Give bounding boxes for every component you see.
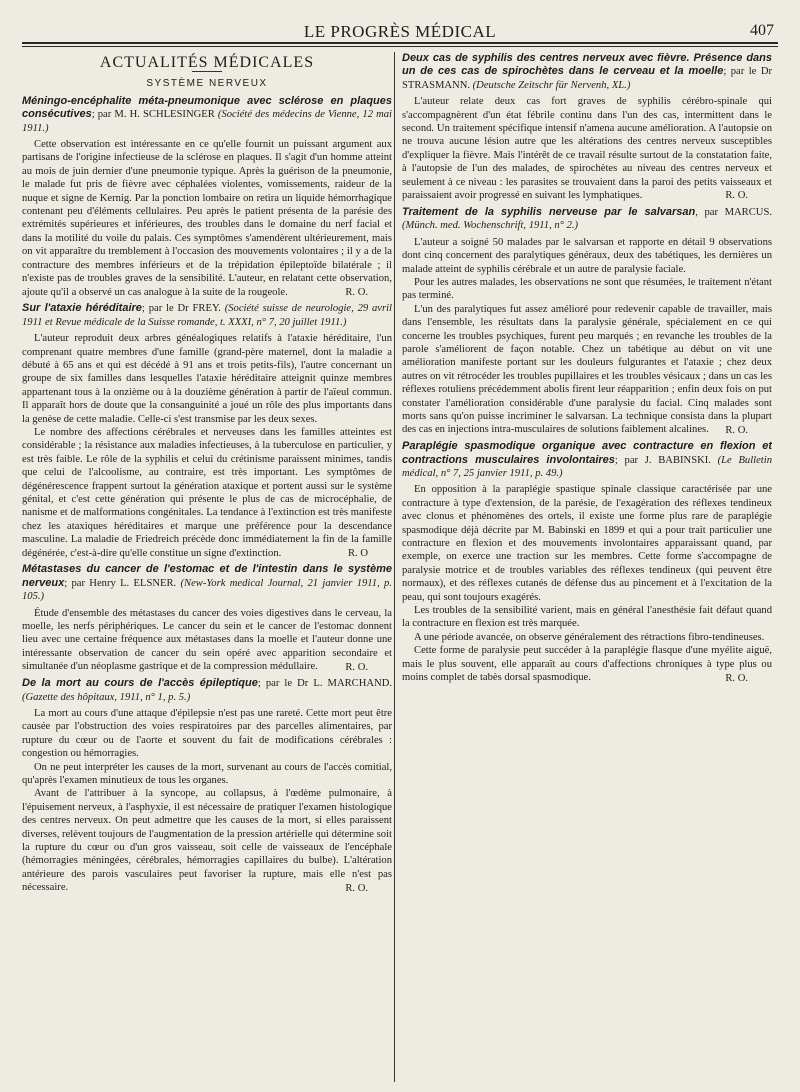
article-paragraph: En opposition à la paraplégie spastique spinale classique caractérisée par une contracture à type d'extension, de la parésie, de l'exagération des réflexes tendineux avec clonus et phénomènes des ortels, il existe une forme plus rare de paraplégie spasmodique déjà décrite par M. Babinski en 1899 et qui a pour trait particulier une contracture en flexion et des mouvements involontaires apparaissant quand, par exemple, on exerce une traction sur les membres. Cette forme s'accompagne de paralysie motrice et de troubles variables des réflexes tendineux (qui peuvent être normaux), et des réflexes cutanés de défense dus au pincement et à l'excitation de la peau, qui sont toujours exagérés. (402, 484, 772, 603)
column-separator (394, 52, 395, 1082)
article-paragraph: A une période avancée, on observe généralement des rétractions fibro-tendineuses. (414, 631, 765, 643)
article-title: Métastases du cancer de l'estomac et de l'intestin dans le système nerveux (22, 563, 392, 589)
article-reference: (Münch. med. Wochenschrift, 1911, n° 2.) (402, 220, 579, 232)
article-signature: R. O (347, 548, 368, 560)
article-paragraph: Avant de l'attribuer à la syncope, au collapsus, à l'œdème pulmonaire, à l'épuisement nerveux, à l'asphyxie, il est nécessaire de pratiquer l'examen histologique des centres nerveux. On peut admettre que les causes de la mort, si elles paraissent diverses, relèvent toujours de l'augmentation de la pression artérielle qui détermine soit la rupture du cœur ou d'un gros vaisseau, soit celle de vaisseaux de l'encéphale (hémorragies méningées, cérébrales, hémorragies capillaires du bulbe). L'altération antérieure des parois vasculaires peut favoriser la rupture, mais elle n'est pas nécessaire. (22, 788, 392, 894)
article-title: De la mort au cours de l'accès épileptique (22, 677, 258, 690)
article-title: Traitement de la syphilis nerveuse par le salvarsan (402, 205, 696, 218)
article-title: Deux cas de syphilis des centres nerveux avec fièvre. Présence dans un de ces cas de spirochètes dans le cerveau et la moelle (402, 52, 772, 78)
article-heading (22, 677, 392, 704)
article-heading (402, 206, 772, 233)
article-reference: (Société suisse de neurologie, 29 avril 1911 et Revue médicale de la Suisse romande, t. XXXI, n° 7, 20 juillet 1911.) (22, 303, 392, 328)
article-signature: R. O. (345, 661, 368, 673)
article-heading (402, 440, 772, 480)
article-author: ; par J. BABINSKI. (614, 454, 711, 466)
article-heading (22, 563, 392, 603)
article-author: ; par le Dr L. MARCHAND. (257, 678, 392, 690)
article-paragraph: Cette observation est intéressante en ce qu'elle fournit un puissant argument aux partisans de l'origine infectieuse de la sclérose en plaques. Il s'agit d'un homme atteint au mois de juin dernier d'une pneumonie typique. Après la guérison de la pneumonie, le malade fut pris de fièvre avec céphalées violentes, vomissements, raideur de la nuque et signe de Kernig. Par la ponction lombaire on retira un liquide hémorrhagique contenant peu d'éléments cellulaires. Peu après le patient présenta de la parésie des extrémités supérieures et inférieures, des troubles dans le domaine du nerf facial et dans la motilité du voile du palais. Ces symptômes s'amendèrent ultérieurement, mais on vit apparaître du tremblement à l'occasion des mouvements volontaires ; il y a de la contracture des membres inférieurs et de la trépidation épileptoïde bilatérale ; il n'existe pas de troubles graves de la sensibilité. L'auteur, en relatant cette observation, ajoute qu'il a observé un cas analogue à la suite de la rougeole. (22, 139, 392, 298)
left-column (22, 52, 392, 1082)
article-title: Paraplégie spasmodique organique avec contracture en flexion et contractions musculaires involontaires (402, 440, 772, 466)
article (402, 440, 772, 685)
article-paragraph: Étude d'ensemble des métastases du cancer des voies digestives dans le cerveau, la moelle, les nerfs périphériques. Le cancer du sein et le cancer de l'estomac donnent lieu avec une certaine fréquence aux métastases dans la moelle et l'auteur donne une intéressante observation de cancer du sein opéré avec apparition secondaire et simultanée d'un néoplasme gastrique et de la compression médullaire. (22, 607, 392, 673)
section-title: ACTUALITÉS MÉDICALES (99, 54, 315, 71)
section-dash (192, 71, 222, 72)
article-reference: (Deutsche Zeitschr für Nervenh, XL.) (472, 79, 631, 91)
article-paragraph: Les troubles de la sensibilité varient, mais en général l'anesthésie fait défaut quand la contracture en flexion est très marquée. (402, 605, 772, 630)
header-rule (22, 42, 778, 44)
article (402, 52, 772, 203)
article (22, 563, 392, 674)
article-signature: R. O. (345, 286, 368, 298)
journal-title: LE PROGRÈS MÉDICAL (303, 22, 497, 41)
article-author: ; par M. H. SCHLESINGER (91, 109, 215, 121)
article (22, 677, 392, 895)
article-title: Méningo-encéphalite méta-pneumonique avec sclérose en plaques consécutives (22, 94, 392, 121)
article-author: ; par le Dr STRASMANN. (402, 66, 772, 91)
article-author: ; par Henry L. ELSNER. (64, 577, 177, 589)
article-signature: R. O. (725, 424, 748, 436)
article-reference: (Gazette des hôpitaux, 1911, n° 1, p. 5.) (22, 691, 191, 703)
right-column (402, 52, 772, 1082)
article-reference: (New-York medical Journal, 21 janvier 1911, p. 105.) (22, 577, 392, 603)
article (22, 302, 392, 560)
article-paragraph: L'auteur relate deux cas fort graves de syphilis cérébro-spinale qui s'accompagnèrent d'un état fébrile continu dans l'un des cas, intermittent dans le second. Un traitement spécifique intensif n'amena aucune amélioration. A l'autopsie on ne trouva aucune lésion autre que les altérations des centres nerveux susceptibles d'expliquer la fièvre. Mais l'intérêt de ce travail résulte surtout de la constatation faite, à l'autopsie de l'un des malades, de spirochètes au niveau des centres nerveux et seulement à ce niveau : les parasites se trouvaient dans la paroi des petits vaisseaux et paraissaient avoir progressé en suivant les lymphatiques. (402, 96, 772, 202)
article (402, 206, 772, 437)
article-paragraph: La mort au cours d'une attaque d'épilepsie n'est pas une rareté. Cette mort peut être causée par l'obstruction des voies respiratoires par des parcelles alimentaires, par rupture du cœur ou de l'aorte et souvent du fait de modifications cérébrales : congestion ou hémorragies. (22, 707, 392, 760)
article-paragraph: Pour les autres malades, les observations ne sont que résumées, le traitement n'étant pas terminé. (402, 276, 772, 302)
page-number: 407 (750, 22, 774, 39)
article-paragraph: On ne peut interpréter les causes de la mort, survenant au cours de l'accès comitial, qu'après l'examen minutieux de tous les organes. (22, 761, 392, 786)
article-paragraph: Cette forme de paralysie peut succéder à la paraplégie flasque d'une myélite aiguë, mais le plus souvent, elle apparaît au cours d'affections chroniques à type plus ou moins complet de tabès dorsal spasmodique. (402, 645, 772, 684)
article-reference: (Le Bulletin médical, n° 7, 25 janvier 1911, p. 49.) (402, 454, 772, 479)
article-heading (22, 302, 392, 329)
article-heading (22, 95, 392, 135)
article-signature: R. O. (725, 190, 748, 202)
article-title: Sur l'ataxie héréditaire (22, 302, 142, 315)
article-heading (402, 52, 772, 92)
article-paragraph: L'auteur reproduit deux arbres généalogiques relatifs à l'ataxie héréditaire, l'un comprenant quatre membres d'une famille (grand-père maternel, dont la maladie a débuté à 65 ans et qui est décédé à 91 ans et trois petits-fils), l'autre concernant un groupe de six familles dans lesquelles l'ataxie héréditaire atteignit quinze membres appartenant tous à la onzième ou à la douzième génération à partir de l'aïeul commun. Il apparaît hors de doute que la consanguinité a joué un rôle des plus importants dans la genèse de cette maladie. Celle-ci s'est transmise par les deux sexes. (22, 333, 392, 425)
article-signature: R. O. (725, 672, 748, 684)
header-rule-thin (22, 46, 778, 47)
article (22, 95, 392, 300)
article-reference: (Société des médecins de Vienne, 12 mai 1911.) (22, 109, 392, 134)
article-author: , par MARCUS. (695, 206, 772, 218)
article-paragraph: Le nombre des affections cérébrales et nerveuses dans les familles atteintes est considérable ; la résistance aux maladies infectieuses, à la tuberculose en particulier, y est très faible. Le rôle de la syphilis et celui du crétinisme paraissent minimes, tandis que celui de l'alcoolisme, au contraire, est très important. Les symptômes de dégénérescence frappent surtout la génération ataxique et portent aussi sur le système génital, et c'est cette génération qui présente le plus de cas de microcéphalie, de nanisme et de malformations congénitales. La tendance à l'extinction est très manifeste chez les ataxiques héréditaires et marque une préférence pour la descendance masculine. La maladie de Friedreich précède donc immédiatement la fin de la famille dégénérée, c'est-à-dire qu'elle constitue un signe d'extinction. (22, 426, 392, 559)
section-subtitle: SYSTÈME NERVEUX (146, 78, 268, 90)
article-author: ; par le Dr FREY. (141, 303, 221, 315)
article-paragraph: L'auteur a soigné 50 malades par le salvarsan et rapporte en détail 9 observations dont cinq concernent des paralytiques généraux, deux des tabétiques, les dernières un malade atteint de syphilis cérébrale et un autre de paralysie faciale. (402, 236, 772, 275)
article-paragraph: L'un des paralytiques fut assez amélioré pour redevenir capable de travailler, mais dans l'ensemble, les résultats dans la paralysie générale, spécialement en ce qui concerne les troubles psychiques, furent peu marqués ; en revanche les troubles de la parole s'améliorent de façon notable. Chez un tabétique au début on vit une amélioration manifeste portant sur les douleurs fulgurantes et l'ataxie ; chez deux autres on vit rétrocéder les troubles pupillaires et les troubles vésicaux ; dans un cas les réflexes rotuliens précédemment abolis firent leur réapparition ; enfin deux fois on put constater l'amélioration considérable d'une paralysie du facial. Cinq malades sont morts sans qu'on puisse incriminer le salvarsan. La technique consista dans la plupart des cas en injections intra-musculaires de solutions faiblement alcalines. (402, 303, 772, 436)
article-signature: R. O. (345, 882, 368, 894)
